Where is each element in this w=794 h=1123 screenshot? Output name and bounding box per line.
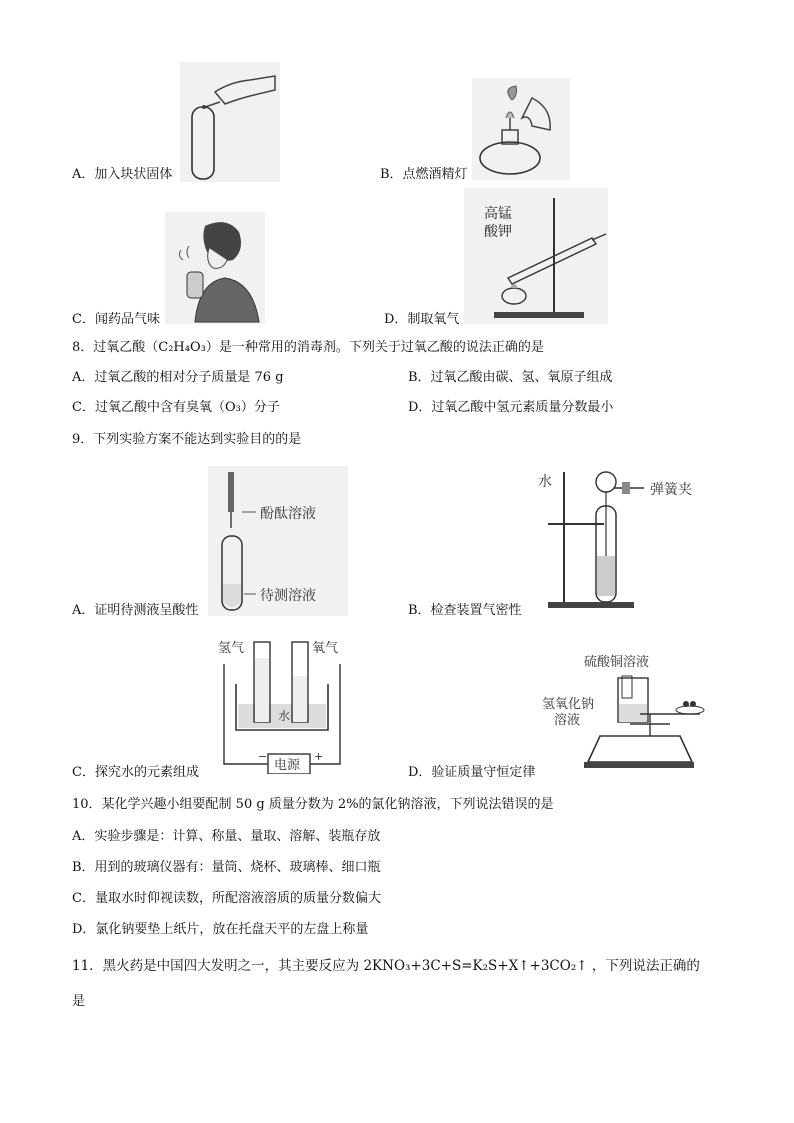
q9-stem: 9．下列实验方案不能达到实验目的的是 xyxy=(72,432,302,447)
q10-option-d: D．氯化钠要垫上纸片，放在托盘天平的左盘上称量 xyxy=(72,922,369,937)
figure-power-label: 电源 xyxy=(274,758,301,773)
figure-minus-label: − xyxy=(258,750,268,763)
figure-hydrogen-label: 氢气 xyxy=(218,641,245,656)
q11-stem-line2: 是 xyxy=(72,994,86,1009)
figure-electrolysis xyxy=(214,634,350,774)
figure-test-solution-label: 待测溶液 xyxy=(260,588,316,604)
figure-naoh-label-line2: 溶液 xyxy=(554,713,581,728)
figure-cuso4-label: 硫酸铜溶液 xyxy=(584,655,650,670)
figure-make-oxygen xyxy=(464,188,608,324)
q9-option-c-label: C．探究水的元素组成 xyxy=(72,765,199,780)
q10-stem: 10．某化学兴趣小组要配制 50 g 质量分数为 2%的氯化钠溶液，下列说法错误的是 xyxy=(72,797,554,812)
q9-option-b-label: B．检查装置气密性 xyxy=(408,603,522,618)
q10-option-b: B．用到的玻璃仪器有：量筒、烧杯、玻璃棒、细口瓶 xyxy=(72,860,381,875)
q7-option-b-label: B．点燃酒精灯 xyxy=(380,167,468,182)
figure-oxygen-label: 氧气 xyxy=(312,641,339,656)
figure-mass-conservation xyxy=(540,652,716,770)
q7-option-a-label: A．加入块状固体 xyxy=(72,167,173,182)
figure-naoh-label-line1: 氢氧化钠 xyxy=(542,697,595,712)
figure-phenolphthalein-label: 酚酞溶液 xyxy=(260,506,316,522)
q10-option-c: C．量取水时仰视读数，所配溶液溶质的质量分数偏大 xyxy=(72,891,381,906)
figure-test-acidity xyxy=(208,466,348,616)
q9-option-a-label: A．证明待测液呈酸性 xyxy=(72,603,199,618)
figure-add-solid xyxy=(180,62,280,182)
q8-option-b: B．过氧乙酸由碳、氢、氧原子组成 xyxy=(408,370,613,385)
q11-stem-line1: 11．黑火药是中国四大发明之一，其主要反应为 2KNO₃+3C+S=K₂S+X↑+3CO₂↑ ，下列说法正确的 xyxy=(72,958,700,974)
q7-option-c-label: C．闻药品气味 xyxy=(72,312,160,327)
q8-stem: 8．过氧乙酸（C₂H₄O₃）是一种常用的消毒剂。下列关于过氧乙酸的说法正确的是 xyxy=(72,340,544,355)
figure-smell-chemical xyxy=(165,212,265,324)
q10-option-a: A．实验步骤是：计算、称量、量取、溶解、装瓶存放 xyxy=(72,829,381,844)
figure-clamp-label: 弹簧夹 xyxy=(650,482,692,498)
figure-airtightness xyxy=(534,466,714,616)
figure-kmno4-line2: 酸钾 xyxy=(484,224,512,240)
figure-electrolysis-water-label: 水 xyxy=(278,709,291,723)
q7-option-d-label: D．制取氧气 xyxy=(384,312,460,327)
q9-option-d-label: D．验证质量守恒定律 xyxy=(408,765,536,780)
figure-light-alcohol-lamp xyxy=(472,78,570,180)
q8-option-c: C．过氧乙酸中含有臭氧（O₃）分子 xyxy=(72,400,280,415)
figure-plus-label: + xyxy=(314,750,324,763)
figure-kmno4-line1: 高锰 xyxy=(484,206,512,222)
q8-option-d: D．过氧乙酸中氢元素质量分数最小 xyxy=(408,400,614,415)
figure-water-label: 水 xyxy=(538,474,552,490)
q8-option-a: A．过氧乙酸的相对分子质量是 76 g xyxy=(72,370,284,385)
